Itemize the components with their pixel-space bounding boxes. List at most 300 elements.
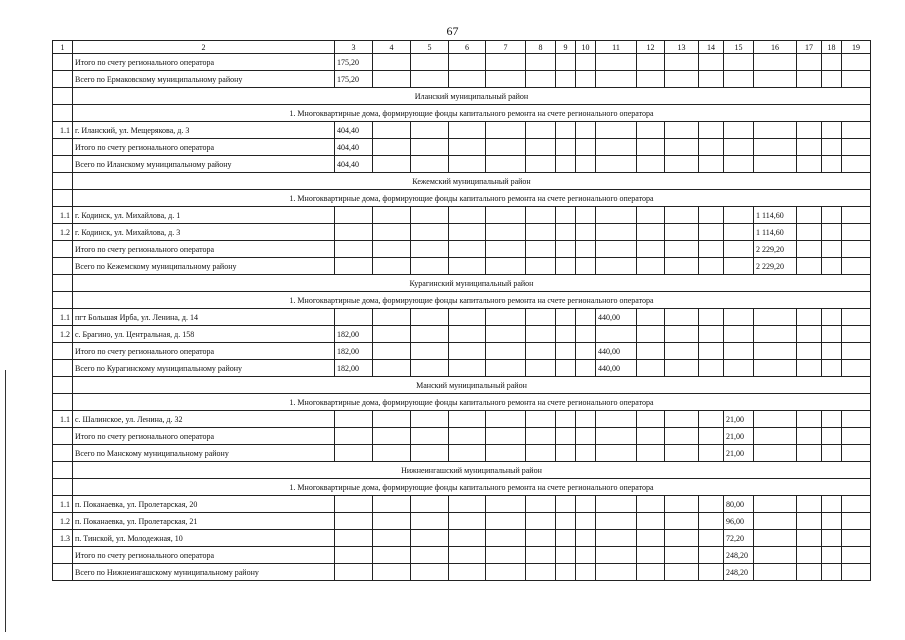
empty-cell (699, 564, 724, 581)
empty-cell (486, 411, 526, 428)
empty-cell (797, 360, 822, 377)
empty-cell (411, 224, 449, 241)
section-heading-row (53, 173, 871, 190)
empty-cell (576, 224, 596, 241)
row-label: Итого по счету регионального оператора (73, 54, 335, 71)
empty-cell (596, 496, 637, 513)
row-number: 1.2 (53, 326, 73, 343)
empty-cell (797, 343, 822, 360)
empty-cell (449, 445, 486, 462)
empty-cell (822, 428, 842, 445)
row-number (53, 241, 73, 258)
empty-cell (842, 309, 871, 326)
empty-cell (699, 71, 724, 88)
row-label: с. Шалинское, ул. Ленина, д. 32 (73, 411, 335, 428)
empty-cell (373, 156, 411, 173)
empty-cell (411, 54, 449, 71)
empty-cell (822, 139, 842, 156)
section-heading-row (53, 394, 871, 411)
empty-cell (842, 258, 871, 275)
empty-cell (822, 258, 842, 275)
empty-cell (754, 71, 797, 88)
column-number: 5 (411, 41, 449, 54)
empty-cell (797, 547, 822, 564)
empty-cell (699, 207, 724, 224)
empty-cell (411, 496, 449, 513)
section-heading: 1. Многоквартирные дома, формирующие фонды капитального ремонта на счете регионального оператора (73, 479, 871, 496)
empty-cell (822, 156, 842, 173)
row-number: 1.1 (53, 207, 73, 224)
empty-cell (556, 496, 576, 513)
empty-cell (797, 156, 822, 173)
empty-cell (637, 547, 665, 564)
empty-cell (411, 513, 449, 530)
empty-cell (842, 241, 871, 258)
empty-cell (556, 309, 576, 326)
empty-cell (576, 156, 596, 173)
empty-cell (637, 326, 665, 343)
table-row (53, 428, 871, 445)
empty-cell (556, 428, 576, 445)
empty-cell (754, 428, 797, 445)
row-number (53, 547, 73, 564)
value-cell: 72,20 (724, 530, 754, 547)
empty-cell (576, 496, 596, 513)
empty-cell (842, 343, 871, 360)
column-number: 18 (822, 41, 842, 54)
empty-cell (596, 513, 637, 530)
empty-cell (754, 156, 797, 173)
empty-cell (665, 224, 699, 241)
empty-cell (797, 326, 822, 343)
table-row (53, 411, 871, 428)
empty-cell (724, 309, 754, 326)
empty-cell (556, 139, 576, 156)
row-label: Всего по Нижнеингашскому муниципальному району (73, 564, 335, 581)
empty-cell (411, 122, 449, 139)
empty-cell (53, 292, 73, 309)
empty-cell (637, 309, 665, 326)
empty-cell (797, 241, 822, 258)
empty-cell (665, 156, 699, 173)
empty-cell (526, 411, 556, 428)
empty-cell (335, 241, 373, 258)
empty-cell (556, 71, 576, 88)
empty-cell (449, 156, 486, 173)
empty-cell (576, 428, 596, 445)
empty-cell (754, 445, 797, 462)
empty-cell (576, 343, 596, 360)
empty-cell (596, 224, 637, 241)
empty-cell (576, 207, 596, 224)
table-row (53, 122, 871, 139)
empty-cell (526, 343, 556, 360)
empty-cell (373, 428, 411, 445)
empty-cell (411, 343, 449, 360)
row-label: Всего по Ермаковскому муниципальному району (73, 71, 335, 88)
column-number: 11 (596, 41, 637, 54)
empty-cell (53, 377, 73, 394)
empty-cell (596, 54, 637, 71)
value-cell: 21,00 (724, 445, 754, 462)
empty-cell (842, 122, 871, 139)
table-row (53, 258, 871, 275)
empty-cell (526, 54, 556, 71)
empty-cell (486, 309, 526, 326)
empty-cell (724, 54, 754, 71)
row-number (53, 54, 73, 71)
empty-cell (724, 139, 754, 156)
empty-cell (754, 547, 797, 564)
empty-cell (754, 326, 797, 343)
empty-cell (637, 411, 665, 428)
empty-cell (53, 105, 73, 122)
empty-cell (699, 241, 724, 258)
empty-cell (596, 530, 637, 547)
value-cell: 182,00 (335, 343, 373, 360)
section-heading: 1. Многоквартирные дома, формирующие фонды капитального ремонта на счете регионального оператора (73, 190, 871, 207)
row-number (53, 156, 73, 173)
empty-cell (411, 530, 449, 547)
table-row (53, 326, 871, 343)
empty-cell (373, 343, 411, 360)
empty-cell (526, 207, 556, 224)
empty-cell (411, 326, 449, 343)
empty-cell (822, 224, 842, 241)
empty-cell (486, 139, 526, 156)
table-row (53, 564, 871, 581)
empty-cell (637, 428, 665, 445)
empty-cell (699, 54, 724, 71)
empty-cell (449, 547, 486, 564)
empty-cell (411, 139, 449, 156)
value-cell: 182,00 (335, 326, 373, 343)
empty-cell (665, 241, 699, 258)
empty-cell (576, 360, 596, 377)
empty-cell (53, 394, 73, 411)
empty-cell (526, 513, 556, 530)
empty-cell (411, 309, 449, 326)
empty-cell (411, 241, 449, 258)
empty-cell (699, 224, 724, 241)
empty-cell (373, 513, 411, 530)
empty-cell (486, 326, 526, 343)
empty-cell (822, 530, 842, 547)
empty-cell (797, 54, 822, 71)
empty-cell (596, 547, 637, 564)
empty-cell (596, 564, 637, 581)
table-row (53, 54, 871, 71)
empty-cell (596, 207, 637, 224)
empty-cell (842, 411, 871, 428)
value-cell: 1 114,60 (754, 224, 797, 241)
empty-cell (596, 71, 637, 88)
row-number (53, 258, 73, 275)
empty-cell (335, 445, 373, 462)
value-cell: 404,40 (335, 122, 373, 139)
empty-cell (797, 411, 822, 428)
empty-cell (724, 360, 754, 377)
empty-cell (373, 496, 411, 513)
empty-cell (637, 54, 665, 71)
row-label: Всего по Иланскому муниципальному району (73, 156, 335, 173)
section-heading: Курагинский муниципальный район (73, 275, 871, 292)
empty-cell (449, 139, 486, 156)
empty-cell (842, 207, 871, 224)
empty-cell (486, 428, 526, 445)
table-row (53, 71, 871, 88)
row-label: п. Тинской, ул. Молодежная, 10 (73, 530, 335, 547)
section-heading-row (53, 462, 871, 479)
empty-cell (754, 411, 797, 428)
empty-cell (665, 309, 699, 326)
value-cell: 21,00 (724, 428, 754, 445)
empty-cell (556, 156, 576, 173)
row-label: г. Иланский, ул. Мещерякова, д. 3 (73, 122, 335, 139)
empty-cell (576, 530, 596, 547)
section-heading-row (53, 275, 871, 292)
empty-cell (637, 564, 665, 581)
empty-cell (842, 445, 871, 462)
empty-cell (754, 122, 797, 139)
empty-cell (797, 513, 822, 530)
empty-cell (449, 71, 486, 88)
empty-cell (486, 496, 526, 513)
empty-cell (373, 445, 411, 462)
empty-cell (822, 445, 842, 462)
value-cell: 440,00 (596, 309, 637, 326)
row-number: 1.1 (53, 496, 73, 513)
empty-cell (449, 411, 486, 428)
empty-cell (822, 564, 842, 581)
empty-cell (665, 445, 699, 462)
empty-cell (596, 241, 637, 258)
empty-cell (576, 326, 596, 343)
empty-cell (637, 360, 665, 377)
column-number: 9 (556, 41, 576, 54)
empty-cell (842, 513, 871, 530)
empty-cell (411, 564, 449, 581)
empty-cell (822, 496, 842, 513)
empty-cell (486, 445, 526, 462)
empty-cell (526, 445, 556, 462)
empty-cell (526, 139, 556, 156)
row-label: Итого по счету регионального оператора (73, 139, 335, 156)
empty-cell (335, 309, 373, 326)
section-heading-row (53, 88, 871, 105)
empty-cell (665, 326, 699, 343)
empty-cell (556, 207, 576, 224)
empty-cell (842, 530, 871, 547)
empty-cell (373, 224, 411, 241)
empty-cell (596, 139, 637, 156)
column-number: 19 (842, 41, 871, 54)
empty-cell (53, 173, 73, 190)
empty-cell (411, 156, 449, 173)
table-row (53, 547, 871, 564)
empty-cell (665, 122, 699, 139)
empty-cell (797, 71, 822, 88)
section-heading: 1. Многоквартирные дома, формирующие фонды капитального ремонта на счете регионального оператора (73, 105, 871, 122)
empty-cell (797, 564, 822, 581)
empty-cell (754, 513, 797, 530)
empty-cell (637, 224, 665, 241)
empty-cell (556, 241, 576, 258)
empty-cell (797, 122, 822, 139)
empty-cell (373, 530, 411, 547)
empty-cell (822, 547, 842, 564)
column-number: 17 (797, 41, 822, 54)
table-row (53, 309, 871, 326)
empty-cell (373, 207, 411, 224)
empty-cell (576, 411, 596, 428)
empty-cell (486, 241, 526, 258)
empty-cell (556, 513, 576, 530)
empty-cell (797, 428, 822, 445)
section-heading-row (53, 105, 871, 122)
empty-cell (596, 122, 637, 139)
empty-cell (596, 445, 637, 462)
empty-cell (526, 496, 556, 513)
row-number (53, 564, 73, 581)
empty-cell (665, 207, 699, 224)
empty-cell (411, 411, 449, 428)
empty-cell (797, 224, 822, 241)
empty-cell (486, 360, 526, 377)
empty-cell (526, 309, 556, 326)
empty-cell (526, 122, 556, 139)
empty-cell (724, 241, 754, 258)
empty-cell (556, 224, 576, 241)
empty-cell (754, 530, 797, 547)
column-number: 4 (373, 41, 411, 54)
row-label: Итого по счету регионального оператора (73, 428, 335, 445)
empty-cell (526, 530, 556, 547)
empty-cell (486, 564, 526, 581)
empty-cell (797, 530, 822, 547)
empty-cell (797, 309, 822, 326)
row-label: Итого по счету регионального оператора (73, 241, 335, 258)
row-number (53, 343, 73, 360)
empty-cell (665, 258, 699, 275)
row-number: 1.2 (53, 224, 73, 241)
empty-cell (665, 564, 699, 581)
empty-cell (637, 530, 665, 547)
empty-cell (576, 54, 596, 71)
value-cell: 404,40 (335, 139, 373, 156)
empty-cell (699, 139, 724, 156)
empty-cell (449, 309, 486, 326)
empty-cell (449, 207, 486, 224)
row-label: Всего по Кежемскому муниципальному району (73, 258, 335, 275)
empty-cell (637, 139, 665, 156)
empty-cell (486, 207, 526, 224)
empty-cell (576, 309, 596, 326)
empty-cell (699, 343, 724, 360)
table-row (53, 360, 871, 377)
empty-cell (699, 530, 724, 547)
empty-cell (576, 71, 596, 88)
empty-cell (373, 564, 411, 581)
row-label: п. Поканаевка, ул. Пролетарская, 20 (73, 496, 335, 513)
column-number: 7 (486, 41, 526, 54)
empty-cell (822, 343, 842, 360)
empty-cell (335, 564, 373, 581)
table-row (53, 139, 871, 156)
column-number-header (53, 41, 871, 54)
empty-cell (556, 360, 576, 377)
row-number (53, 139, 73, 156)
table-row (53, 224, 871, 241)
column-number: 1 (53, 41, 73, 54)
empty-cell (842, 360, 871, 377)
column-number: 3 (335, 41, 373, 54)
empty-cell (665, 496, 699, 513)
empty-cell (842, 156, 871, 173)
table-row (53, 207, 871, 224)
empty-cell (486, 71, 526, 88)
empty-cell (797, 207, 822, 224)
column-number: 13 (665, 41, 699, 54)
empty-cell (596, 411, 637, 428)
row-label: г. Кодинск, ул. Михайлова, д. 3 (73, 224, 335, 241)
empty-cell (637, 207, 665, 224)
empty-cell (596, 326, 637, 343)
column-number: 2 (73, 41, 335, 54)
section-heading: 1. Многоквартирные дома, формирующие фонды капитального ремонта на счете регионального оператора (73, 292, 871, 309)
empty-cell (596, 258, 637, 275)
empty-cell (486, 530, 526, 547)
value-cell: 175,20 (335, 54, 373, 71)
empty-cell (576, 547, 596, 564)
empty-cell (576, 139, 596, 156)
row-number (53, 71, 73, 88)
empty-cell (526, 156, 556, 173)
row-label: Всего по Манскому муниципальному району (73, 445, 335, 462)
row-number (53, 445, 73, 462)
empty-cell (822, 513, 842, 530)
row-label: Итого по счету регионального оператора (73, 547, 335, 564)
empty-cell (754, 343, 797, 360)
empty-cell (335, 224, 373, 241)
row-number (53, 360, 73, 377)
row-label: с. Брагино, ул. Центральная, д. 158 (73, 326, 335, 343)
empty-cell (665, 530, 699, 547)
row-number (53, 428, 73, 445)
empty-cell (486, 156, 526, 173)
empty-cell (822, 360, 842, 377)
empty-cell (576, 513, 596, 530)
empty-cell (556, 530, 576, 547)
empty-cell (842, 54, 871, 71)
value-cell: 440,00 (596, 343, 637, 360)
empty-cell (637, 445, 665, 462)
row-label: Всего по Курагинскому муниципальному району (73, 360, 335, 377)
empty-cell (526, 241, 556, 258)
empty-cell (822, 241, 842, 258)
empty-cell (335, 258, 373, 275)
value-cell: 21,00 (724, 411, 754, 428)
empty-cell (822, 411, 842, 428)
section-heading: Манский муниципальный район (73, 377, 871, 394)
value-cell: 404,40 (335, 156, 373, 173)
empty-cell (53, 479, 73, 496)
column-number: 12 (637, 41, 665, 54)
empty-cell (556, 564, 576, 581)
empty-cell (665, 71, 699, 88)
empty-cell (665, 343, 699, 360)
empty-cell (526, 258, 556, 275)
